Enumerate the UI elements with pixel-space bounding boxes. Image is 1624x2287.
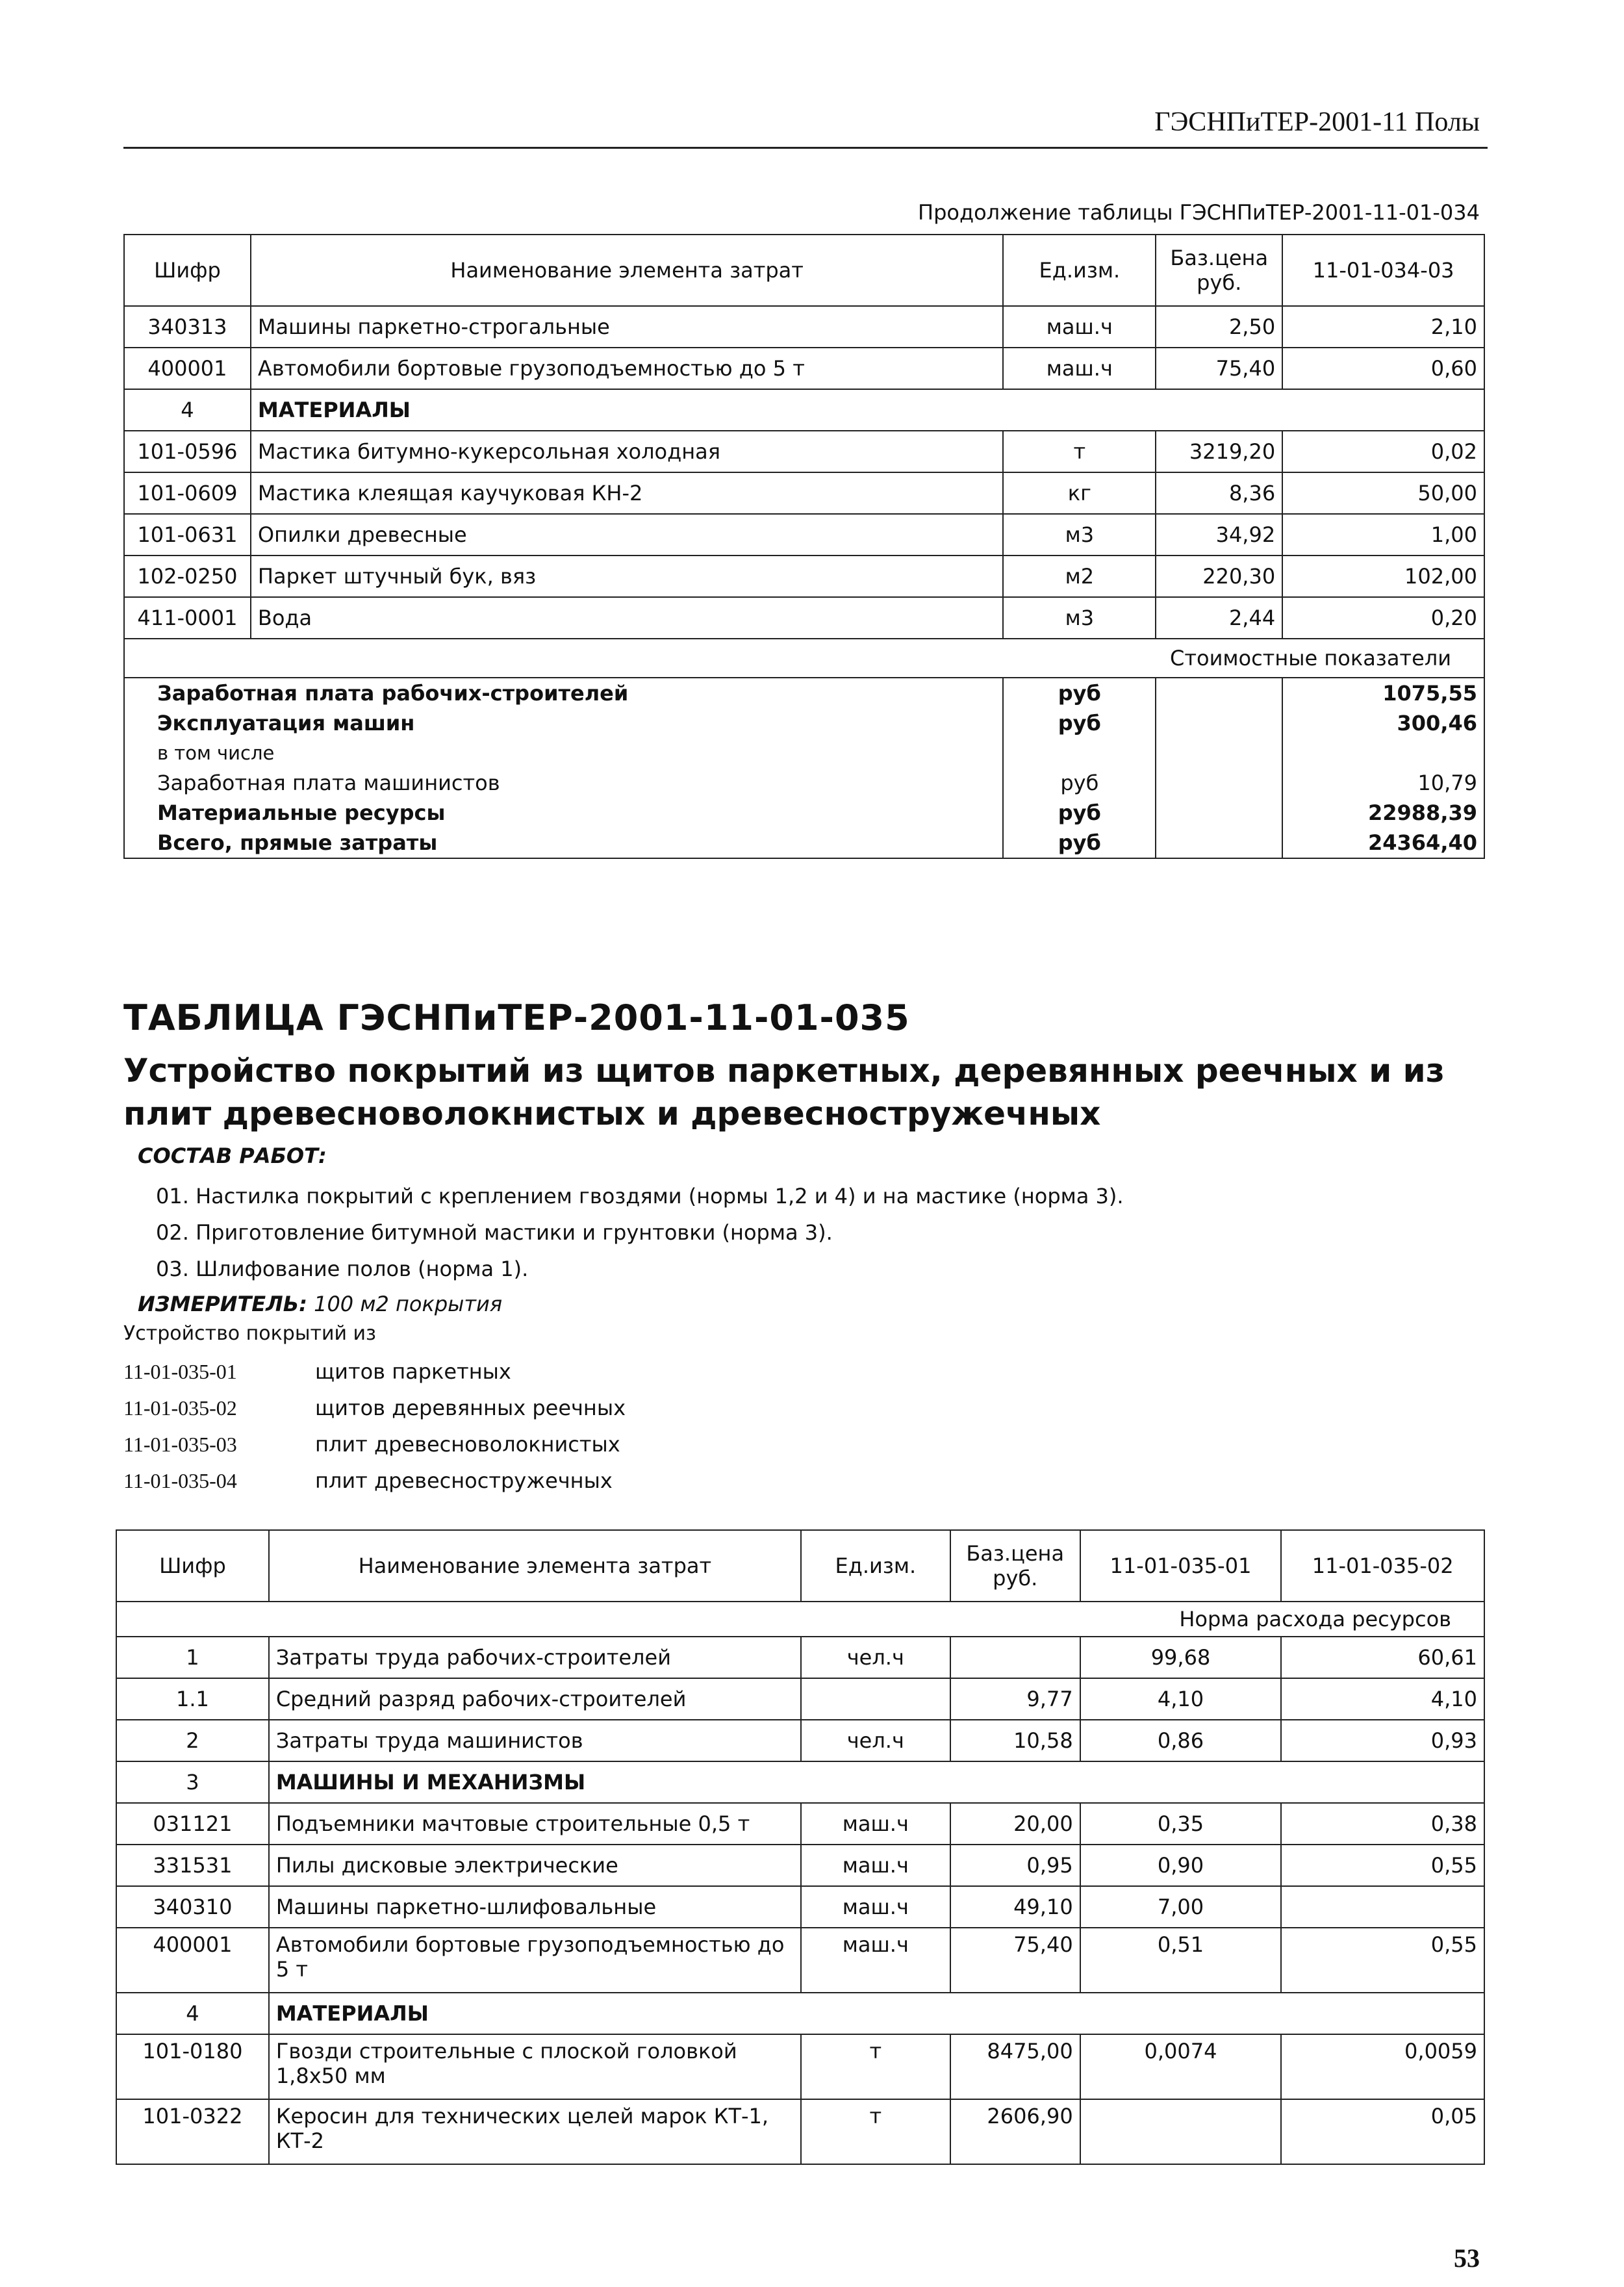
- cost-value: 22988,39: [1282, 798, 1484, 828]
- row-value-1: 0,90: [1080, 1845, 1282, 1886]
- page-number: 53: [1454, 2243, 1480, 2273]
- row-price: [950, 1637, 1080, 1678]
- row-code: 101-0631: [124, 514, 251, 556]
- row-value-2: 0,55: [1281, 1845, 1484, 1886]
- table-row: [116, 1678, 1484, 1720]
- cost-row: [124, 768, 1484, 798]
- row-price: 8,36: [1156, 472, 1282, 514]
- variants-intro: Устройство покрытий из: [123, 1322, 376, 1345]
- cost-header: Стоимостные показатели: [124, 639, 1484, 678]
- cost-empty: [1156, 798, 1282, 828]
- running-title: ГЭСНПиТЕР-2001-11 Полы: [1154, 107, 1480, 137]
- table-row: [116, 1928, 1484, 1993]
- cost-empty: [1156, 768, 1282, 798]
- section-name: МАТЕРИАЛЫ: [269, 1993, 1484, 2034]
- row-value: 0,02: [1282, 431, 1484, 472]
- table1-header-row: [124, 235, 1484, 306]
- table-row: [124, 348, 1484, 389]
- row-name: Мастика клеящая каучуковая КН-2: [251, 472, 1004, 514]
- col-unit-header: Ед.изм.: [801, 1530, 950, 1602]
- row-value-1: 7,00: [1080, 1886, 1282, 1928]
- variant-code: 11-01-035-02: [123, 1396, 237, 1420]
- row-price: 2606,90: [950, 2099, 1080, 2164]
- cost-value: 10,79: [1282, 768, 1484, 798]
- row-price: 2,44: [1156, 597, 1282, 639]
- table-row: [124, 431, 1484, 472]
- row-price: 10,58: [950, 1720, 1080, 1761]
- row-code: 340313: [124, 306, 251, 348]
- cost-unit: [1003, 738, 1156, 768]
- variant-item: [123, 1359, 511, 1384]
- row-unit: маш.ч: [1003, 348, 1156, 389]
- section-code: 4: [124, 389, 251, 431]
- row-name: Машины паркетно-шлифовальные: [269, 1886, 801, 1928]
- cost-header-row: [124, 639, 1484, 678]
- cost-value: 1075,55: [1282, 678, 1484, 708]
- row-value: 50,00: [1282, 472, 1484, 514]
- col-norm2-header: 11-01-035-02: [1281, 1530, 1484, 1602]
- row-code: 102-0250: [124, 556, 251, 597]
- row-name: Затраты труда машинистов: [269, 1720, 801, 1761]
- row-unit: т: [801, 2099, 950, 2164]
- row-name: Затраты труда рабочих-строителей: [269, 1637, 801, 1678]
- table2: [116, 1529, 1485, 2165]
- cost-unit: руб: [1003, 708, 1156, 738]
- row-unit: маш.ч: [801, 1845, 950, 1886]
- table-row: [124, 306, 1484, 348]
- cost-unit: руб: [1003, 828, 1156, 858]
- variant-text: плит древесностружечных: [315, 1468, 613, 1493]
- row-name: Паркет штучный бук, вяз: [251, 556, 1004, 597]
- section-name: МАШИНЫ И МЕХАНИЗМЫ: [269, 1761, 1484, 1803]
- row-code: 101-0322: [116, 2099, 269, 2164]
- row-value-2: 4,10: [1281, 1678, 1484, 1720]
- page-header: [123, 97, 1488, 149]
- row-value: 0,60: [1282, 348, 1484, 389]
- row-name: Гвозди строительные с плоской головкой 1,8х50 мм: [269, 2034, 801, 2099]
- section-code: 4: [116, 1993, 269, 2034]
- cost-empty: [1156, 738, 1282, 768]
- row-value: 0,20: [1282, 597, 1484, 639]
- row-name: Мастика битумно-кукерсольная холодная: [251, 431, 1004, 472]
- row-value-2: 0,0059: [1281, 2034, 1484, 2099]
- row-value: 102,00: [1282, 556, 1484, 597]
- row-value-1: [1080, 2099, 1282, 2164]
- table-row: [124, 556, 1484, 597]
- cost-label: Эксплуатация машин: [124, 708, 1003, 738]
- cost-value: 24364,40: [1282, 828, 1484, 858]
- section-row: [124, 389, 1484, 431]
- row-code: 331531: [116, 1845, 269, 1886]
- row-value-2: 0,05: [1281, 2099, 1484, 2164]
- col-norm1-header: 11-01-035-01: [1080, 1530, 1282, 1602]
- table-row: [116, 1720, 1484, 1761]
- row-price: 75,40: [1156, 348, 1282, 389]
- cost-row: [124, 708, 1484, 738]
- variant-code: 11-01-035-01: [123, 1360, 237, 1383]
- row-price: 220,30: [1156, 556, 1282, 597]
- row-price: 20,00: [950, 1803, 1080, 1845]
- cost-label: Всего, прямые затраты: [124, 828, 1003, 858]
- row-code: 340310: [116, 1886, 269, 1928]
- cost-value: 300,46: [1282, 708, 1484, 738]
- cost-empty: [1156, 708, 1282, 738]
- row-price: 0,95: [950, 1845, 1080, 1886]
- work-item: 03. Шлифование полов (норма 1).: [156, 1257, 529, 1281]
- row-value-2: 0,93: [1281, 1720, 1484, 1761]
- cost-row: [124, 678, 1484, 708]
- row-name: Опилки древесные: [251, 514, 1004, 556]
- variant-text: щитов паркетных: [315, 1359, 511, 1384]
- row-price: 49,10: [950, 1886, 1080, 1928]
- row-code: 400001: [124, 348, 251, 389]
- row-value: 2,10: [1282, 306, 1484, 348]
- meter: [138, 1292, 502, 1316]
- row-value-1: 4,10: [1080, 1678, 1282, 1720]
- row-name: Вода: [251, 597, 1004, 639]
- col-unit-header: Ед.изм.: [1003, 235, 1156, 306]
- col-price-header: Баз.цена руб.: [950, 1530, 1080, 1602]
- row-code: 101-0180: [116, 2034, 269, 2099]
- row-code: 411-0001: [124, 597, 251, 639]
- row-code: 2: [116, 1720, 269, 1761]
- row-unit: [801, 1678, 950, 1720]
- cost-label: Заработная плата рабочих-строителей: [124, 678, 1003, 708]
- row-unit: кг: [1003, 472, 1156, 514]
- table2-header-row: [116, 1530, 1484, 1602]
- col-code-header: Шифр: [124, 235, 251, 306]
- cost-unit: руб: [1003, 678, 1156, 708]
- row-code: 031121: [116, 1803, 269, 1845]
- cost-row: [124, 798, 1484, 828]
- meter-label: ИЗМЕРИТЕЛЬ:: [138, 1292, 307, 1316]
- norm-header: Норма расхода ресурсов: [116, 1602, 1484, 1637]
- row-unit: м3: [1003, 514, 1156, 556]
- row-code: 101-0609: [124, 472, 251, 514]
- row-name: Средний разряд рабочих-строителей: [269, 1678, 801, 1720]
- col-name-header: Наименование элемента затрат: [269, 1530, 801, 1602]
- table1-caption: Продолжение таблицы ГЭСНПиТЕР-2001-11-01-034: [918, 200, 1480, 225]
- table-row: [124, 514, 1484, 556]
- row-unit: чел.ч: [801, 1720, 950, 1761]
- cost-empty: [1156, 678, 1282, 708]
- section-name: МАТЕРИАЛЫ: [251, 389, 1484, 431]
- row-code: 400001: [116, 1928, 269, 1993]
- col-code-header: Шифр: [116, 1530, 269, 1602]
- cost-unit: руб: [1003, 768, 1156, 798]
- table-row: [116, 1845, 1484, 1886]
- row-unit: чел.ч: [801, 1637, 950, 1678]
- row-value-1: 99,68: [1080, 1637, 1282, 1678]
- col-norm-header: 11-01-034-03: [1282, 235, 1484, 306]
- variant-item: [123, 1432, 620, 1457]
- table2-title: ТАБЛИЦА ГЭСНПиТЕР-2001-11-01-035: [123, 997, 910, 1038]
- cost-value: [1282, 738, 1484, 768]
- row-unit: т: [1003, 431, 1156, 472]
- row-unit: маш.ч: [1003, 306, 1156, 348]
- row-value-2: 60,61: [1281, 1637, 1484, 1678]
- row-price: 9,77: [950, 1678, 1080, 1720]
- table-row: [124, 597, 1484, 639]
- table-row: [116, 1886, 1484, 1928]
- row-name: Автомобили бортовые грузоподъемностью до 5 т: [251, 348, 1004, 389]
- table-row: [116, 2099, 1484, 2164]
- row-unit: м3: [1003, 597, 1156, 639]
- row-name: Подъемники мачтовые строительные 0,5 т: [269, 1803, 801, 1845]
- col-price-header: Баз.цена руб.: [1156, 235, 1282, 306]
- row-value-1: 0,35: [1080, 1803, 1282, 1845]
- row-name: Керосин для технических целей марок КТ-1, КТ-2: [269, 2099, 801, 2164]
- row-code: 1.1: [116, 1678, 269, 1720]
- row-unit: м2: [1003, 556, 1156, 597]
- row-value-1: 0,0074: [1080, 2034, 1282, 2099]
- norm-header-row: [116, 1602, 1484, 1637]
- variant-text: плит древесноволокнистых: [315, 1432, 620, 1457]
- row-price: 8475,00: [950, 2034, 1080, 2099]
- cost-empty: [1156, 828, 1282, 858]
- table-row: [116, 1803, 1484, 1845]
- table2-subtitle: Устройство покрытий из щитов паркетных, деревянных реечных и из плит древесноволокнистых и древесностружечных: [123, 1052, 1445, 1132]
- row-name: Автомобили бортовые грузоподъемностью до 5 т: [269, 1928, 801, 1993]
- meter-value: 100 м2 покрытия: [314, 1292, 503, 1316]
- work-item: 02. Приготовление битумной мастики и грунтовки (норма 3).: [156, 1220, 833, 1245]
- row-price: 2,50: [1156, 306, 1282, 348]
- row-price: 3219,20: [1156, 431, 1282, 472]
- cost-row: [124, 828, 1484, 858]
- row-unit: маш.ч: [801, 1803, 950, 1845]
- variant-code: 11-01-035-04: [123, 1469, 237, 1492]
- variant-text: щитов деревянных реечных: [315, 1396, 626, 1420]
- works-label: СОСТАВ РАБОТ:: [138, 1144, 327, 1168]
- row-name: Машины паркетно-строгальные: [251, 306, 1004, 348]
- col-name-header: Наименование элемента затрат: [251, 235, 1004, 306]
- cost-label: Материальные ресурсы: [124, 798, 1003, 828]
- section-row: [116, 1993, 1484, 2034]
- row-value-2: 0,38: [1281, 1803, 1484, 1845]
- cost-label: Заработная плата машинистов: [124, 768, 1003, 798]
- row-price: 34,92: [1156, 514, 1282, 556]
- row-value-2: 0,55: [1281, 1928, 1484, 1993]
- cost-row: [124, 738, 1484, 768]
- row-value-2: [1281, 1886, 1484, 1928]
- variant-item: [123, 1468, 613, 1493]
- section-code: 3: [116, 1761, 269, 1803]
- cost-label: в том числе: [124, 738, 1003, 768]
- variant-item: [123, 1396, 626, 1420]
- row-unit: маш.ч: [801, 1928, 950, 1993]
- variant-code: 11-01-035-03: [123, 1433, 237, 1456]
- row-code: 101-0596: [124, 431, 251, 472]
- cost-unit: руб: [1003, 798, 1156, 828]
- row-name: Пилы дисковые электрические: [269, 1845, 801, 1886]
- row-value-1: 0,86: [1080, 1720, 1282, 1761]
- row-value: 1,00: [1282, 514, 1484, 556]
- table1: [123, 234, 1485, 859]
- table-row: [116, 1637, 1484, 1678]
- section-row: [116, 1761, 1484, 1803]
- row-code: 1: [116, 1637, 269, 1678]
- row-value-1: 0,51: [1080, 1928, 1282, 1993]
- table-row: [124, 472, 1484, 514]
- row-unit: маш.ч: [801, 1886, 950, 1928]
- work-item: 01. Настилка покрытий с креплением гвоздями (нормы 1,2 и 4) и на мастике (норма 3).: [156, 1184, 1124, 1208]
- table-row: [116, 2034, 1484, 2099]
- row-price: 75,40: [950, 1928, 1080, 1993]
- row-unit: т: [801, 2034, 950, 2099]
